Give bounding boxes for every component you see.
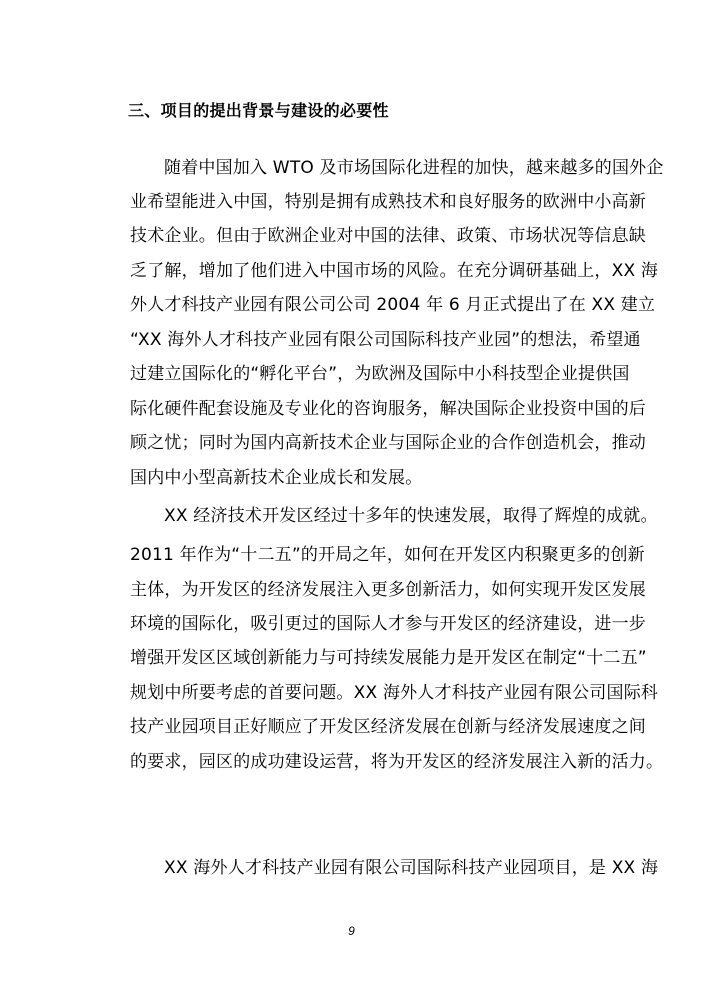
paragraph-3-line: XX 海外人才科技产业园有限公司国际科技产业园项目，是 XX 海: [164, 858, 659, 878]
paragraph-1-line: 乏了解，增加了他们进入中国市场的风险。在充分调研基础上，XX 海: [130, 261, 659, 281]
paragraph-2-line: 的要求，园区的成功建设运营，将为开发区的经济发展注入新的活力。: [130, 752, 664, 772]
paragraph-1-line: 际化硬件配套设施及专业化的咨询服务，解决国际企业投资中国的后: [130, 399, 646, 419]
paragraph-2-line: 2011 年作为“十二五”的开局之年，如何在开发区内积聚更多的创新: [130, 545, 645, 565]
paragraph-1-line: 国内中小型高新技术企业成长和发展。: [130, 468, 423, 488]
page-number: 9: [348, 924, 355, 938]
paragraph-2-line: 技产业园项目正好顺应了开发区经济发展在创新与经济发展速度之间: [130, 717, 646, 737]
paragraph-2-line: 增强开发区区域创新能力与可持续发展能力是开发区在制定“十二五”: [130, 648, 647, 668]
paragraph-1-line: “XX 海外人才科技产业园有限公司国际科技产业园”的想法，希望通: [130, 330, 641, 350]
paragraph-1-line: 随着中国加入 WTO 及市场国际化进程的加快，越来越多的国外企: [164, 158, 664, 178]
paragraph-2-line: XX 经济技术开发区经过十多年的快速发展，取得了辉煌的成就。: [164, 506, 658, 526]
paragraph-2-line: 主体，为开发区的经济发展注入更多创新活力，如何实现开发区发展: [130, 580, 646, 600]
paragraph-1-line: 技术企业。但由于欧洲企业对中国的法律、政策、市场状况等信息缺: [130, 226, 646, 246]
section-heading: 三、项目的提出背景与建设的必要性: [128, 101, 389, 120]
paragraph-1-line: 顾之忧；同时为国内高新技术企业与国际企业的合作创造机会，推动: [130, 433, 646, 453]
paragraph-2-line: 规划中所要考虑的首要问题。XX 海外人才科技产业园有限公司国际科: [130, 683, 659, 703]
paragraph-1-line: 过建立国际化的“孵化平台”，为欧洲及国际中小科技型企业提供国: [130, 364, 630, 384]
paragraph-1-line: 外人才科技产业园有限公司公司 2004 年 6 月正式提出了在 XX 建立: [130, 295, 656, 315]
paragraph-1-line: 业希望能进入中国，特别是拥有成熟技术和良好服务的欧洲中小高新: [130, 192, 646, 212]
paragraph-2-line: 环境的国际化，吸引更过的国际人才参与开发区的经济建设，进一步: [130, 614, 646, 634]
